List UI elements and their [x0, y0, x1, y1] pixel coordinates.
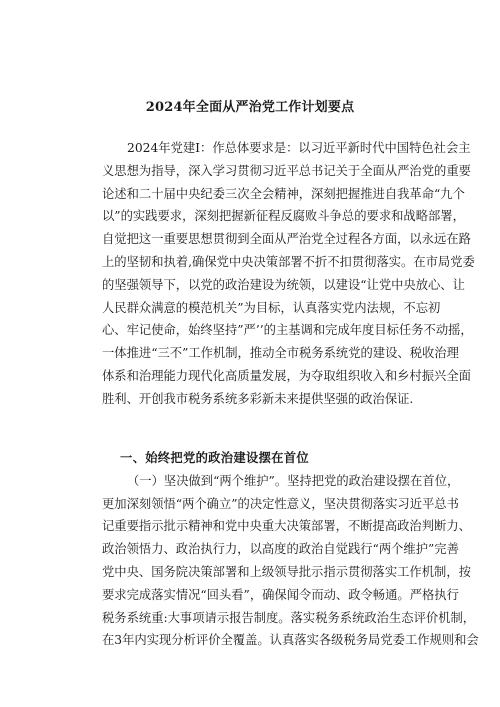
paragraph-line: 义思想为指导，深入学习贯彻习近平总书记关于全面从严治党的重要	[102, 163, 471, 178]
paragraph-line: 2024年党建I：作总体要求是：以习近平新时代中国特色社会主	[127, 141, 471, 155]
section-heading: 一、始终把党的政治建设摆在首位	[120, 450, 309, 465]
paragraph-line: 党中央、国务院决策部署和上级领导批示指示贯彻落实工作机制，按	[102, 564, 471, 579]
paragraph-line: 以”的实践要求，深刻把握新征程反腐败斗争总的要求和战略部署，	[102, 209, 465, 224]
paragraph-line: 的坚强领导下，以党的政治建设为统领，以建设“让党中央放心、让	[102, 277, 465, 292]
paragraph-line: 自觉把这一重要思想贯彻到全面从严治党全过程各方面，以永远在路	[102, 232, 471, 247]
paragraph-line: 人民群众满意的模范机关”为目标，认真落实党内法规，不忘初	[102, 300, 441, 315]
document-title: 2024年全面从严治党工作计划要点	[145, 100, 355, 115]
intro-paragraph	[102, 137, 475, 411]
section-one	[102, 447, 479, 652]
paragraph-line: 在3年内实现分析评价全覆盖。认真落实各级税务局党委工作规则和会	[102, 633, 479, 648]
paragraph-line: 要求完成落实情况“回头看”，确保闻令而动、政令畅通。严格执行	[102, 587, 459, 602]
paragraph-line: 更加深刻领悟“两个确立”的决定性意义，坚决贯彻落实习近平总书	[102, 496, 459, 511]
paragraph-line: 论述和二十届中央纪委三次全会精神，深刻把握推进自我革命“九个	[102, 186, 465, 201]
paragraph-line: 体系和治理能力现代化高质量发展，为夺取组织收入和乡村振兴全面	[102, 368, 471, 383]
paragraph-line: 心、牢记使命，始终坚持”严’’的主基调和完成年度目标任务不动摇，	[102, 323, 473, 338]
paragraph-line: 上的坚韧和执着,确保党中央决策部署不折不扣贯彻落实。在市局党委	[102, 254, 475, 269]
paragraph-line: 一体推进“三不”工作机制，推动全市税务系统党的建设、税收治理	[102, 346, 459, 361]
paragraph-line: 税务系统重:大事项请示报告制度。落实税务系统政治生态评价机制，	[102, 610, 476, 625]
paragraph-line: （一）坚决做到“两个维护”。坚持把党的政治建设摆在首位，	[127, 473, 460, 488]
paragraph-line: 记重要指示批示精神和党中央重大决策部署，不断提高政治判断力、	[102, 519, 471, 534]
paragraph-line: 胜利、开创我市税务系统多彩新未来提供坚强的政治保证.	[102, 391, 414, 406]
paragraph-line: 政治领悟力、政治执行力，以高度的政治自觉践行“两个维护”完善	[102, 542, 459, 557]
